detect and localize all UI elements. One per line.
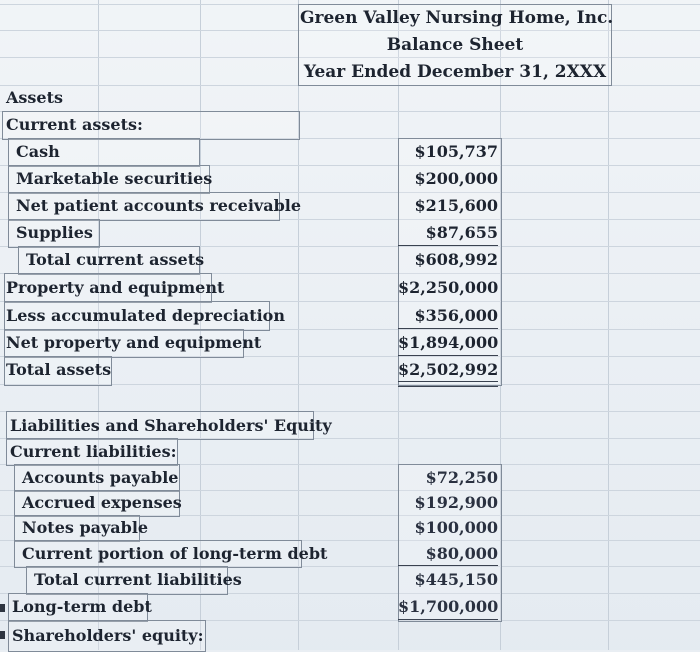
total-current-assets-value: $608,992 (414, 250, 498, 269)
liability-value-accrued: $192,900 (414, 493, 498, 512)
subtotal-underline (398, 619, 498, 620)
subtotal-underline (398, 328, 498, 329)
total-assets-label: Total assets (6, 360, 112, 379)
long-term-debt-value: $1,700,000 (398, 597, 499, 616)
asset-label-supplies: Supplies (16, 223, 93, 242)
liability-value-current-ltd: $80,000 (425, 544, 498, 563)
asset-label-securities: Marketable securities (16, 169, 213, 188)
liabilities-heading: Liabilities and Shareholders' Equity (10, 416, 332, 435)
total-assets-value: $2,502,992 (398, 360, 499, 379)
liability-label-current-ltd: Current portion of long-term debt (22, 544, 328, 563)
liability-value-notes: $100,000 (414, 518, 498, 537)
subtotal-underline (398, 245, 498, 246)
row-marker-icon (0, 631, 5, 639)
grid-line (608, 0, 609, 650)
total-current-liabilities-label: Total current liabilities (34, 570, 242, 589)
liability-value-accounts-payable: $72,250 (425, 468, 498, 487)
asset-value-receivable: $215,600 (414, 196, 498, 215)
asset-label-cash: Cash (16, 142, 60, 161)
current-liabilities-heading: Current liabilities: (10, 442, 177, 461)
depreciation-value: $356,000 (414, 306, 498, 325)
statement-period: Year Ended December 31, 2XXX (303, 62, 607, 82)
equity-heading: Shareholders' equity: (12, 626, 204, 645)
liability-label-accounts-payable: Accounts payable (22, 468, 179, 487)
assets-heading: Assets (6, 88, 64, 107)
subtotal-underline (398, 355, 498, 356)
total-current-assets-label: Total current assets (26, 250, 205, 269)
row-marker-icon (0, 604, 5, 612)
net-property-value: $1,894,000 (398, 333, 499, 352)
asset-value-supplies: $87,655 (425, 223, 498, 242)
property-label: Property and equipment (6, 278, 225, 297)
long-term-debt-label: Long-term debt (12, 597, 152, 616)
asset-label-receivable: Net patient accounts receivable (16, 196, 302, 215)
total-double-underline (398, 381, 498, 387)
liability-label-notes: Notes payable (22, 518, 149, 537)
liability-label-accrued: Accrued expenses (22, 493, 182, 512)
current-assets-heading: Current assets: (6, 115, 143, 134)
depreciation-label: Less accumulated depreciation (6, 306, 285, 325)
company-name: Green Valley Nursing Home, Inc. (300, 8, 614, 28)
total-current-liabilities-value: $445,150 (414, 570, 498, 589)
asset-value-cash: $105,737 (414, 142, 498, 161)
asset-value-securities: $200,000 (414, 169, 498, 188)
property-value: $2,250,000 (398, 278, 499, 297)
subtotal-underline (398, 565, 498, 566)
net-property-label: Net property and equipment (6, 333, 262, 352)
statement-title: Balance Sheet (386, 35, 524, 55)
